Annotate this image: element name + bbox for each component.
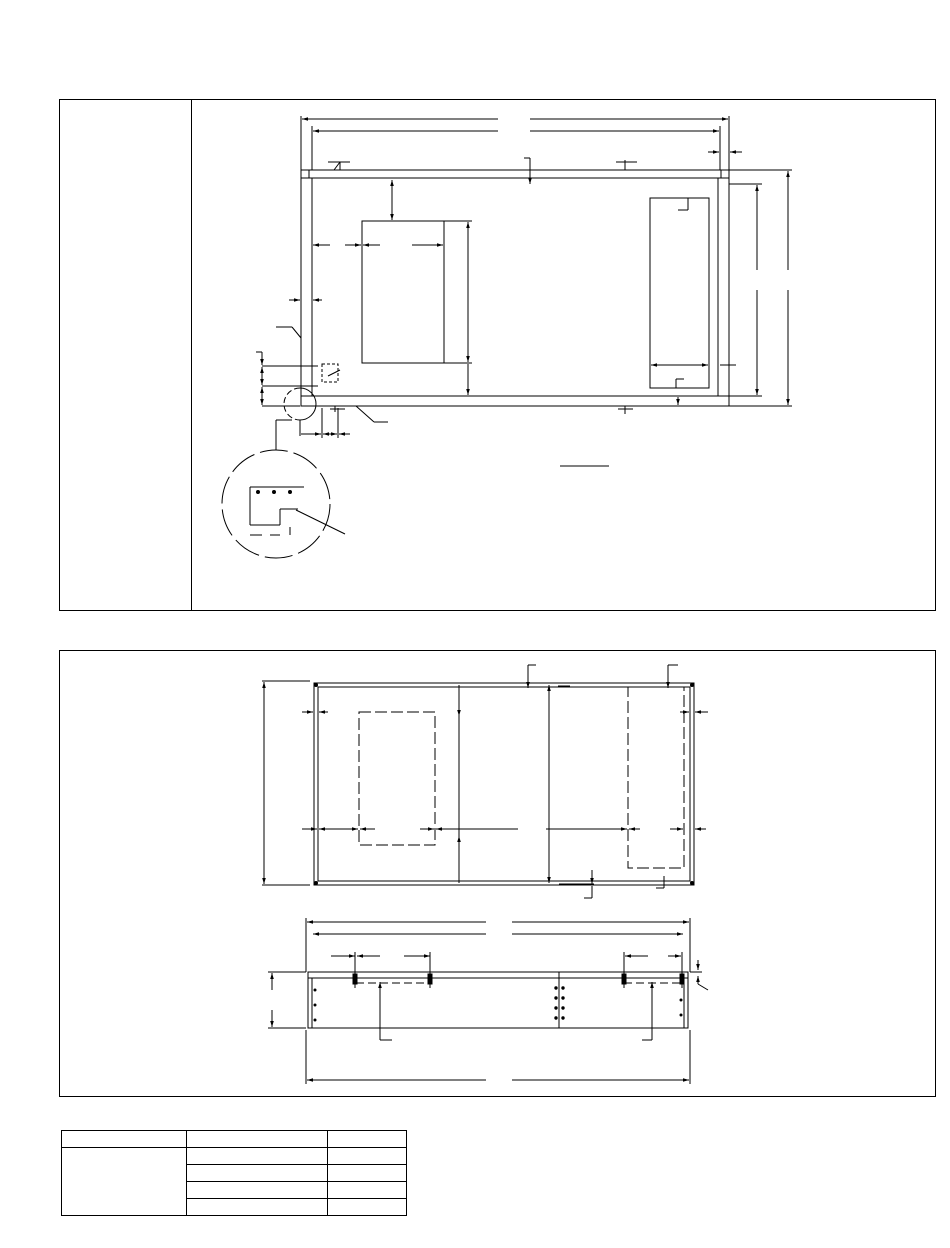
table-cell xyxy=(187,1148,328,1165)
table-header-row xyxy=(62,1131,407,1148)
table-cell xyxy=(62,1131,187,1148)
table-row xyxy=(62,1148,407,1165)
spec-table xyxy=(61,1130,407,1216)
top-view-drawing xyxy=(256,116,792,466)
detail-callout-circle xyxy=(284,388,300,420)
supply-opening xyxy=(362,221,444,363)
table-cell xyxy=(62,1148,187,1216)
unit-outline xyxy=(301,170,729,406)
table-cell xyxy=(328,1131,407,1148)
table-cell xyxy=(187,1182,328,1199)
return-opening xyxy=(650,198,709,388)
side-view-drawing xyxy=(268,918,708,1084)
table-cell xyxy=(328,1165,407,1182)
table-cell xyxy=(187,1131,328,1148)
table-cell xyxy=(328,1148,407,1165)
table-cell xyxy=(187,1165,328,1182)
table-cell xyxy=(187,1199,328,1216)
bottom-view-drawing xyxy=(262,665,708,898)
table-cell xyxy=(328,1182,407,1199)
table-cell xyxy=(328,1199,407,1216)
drain-location xyxy=(322,364,338,382)
corner-detail-drawing xyxy=(222,420,345,558)
